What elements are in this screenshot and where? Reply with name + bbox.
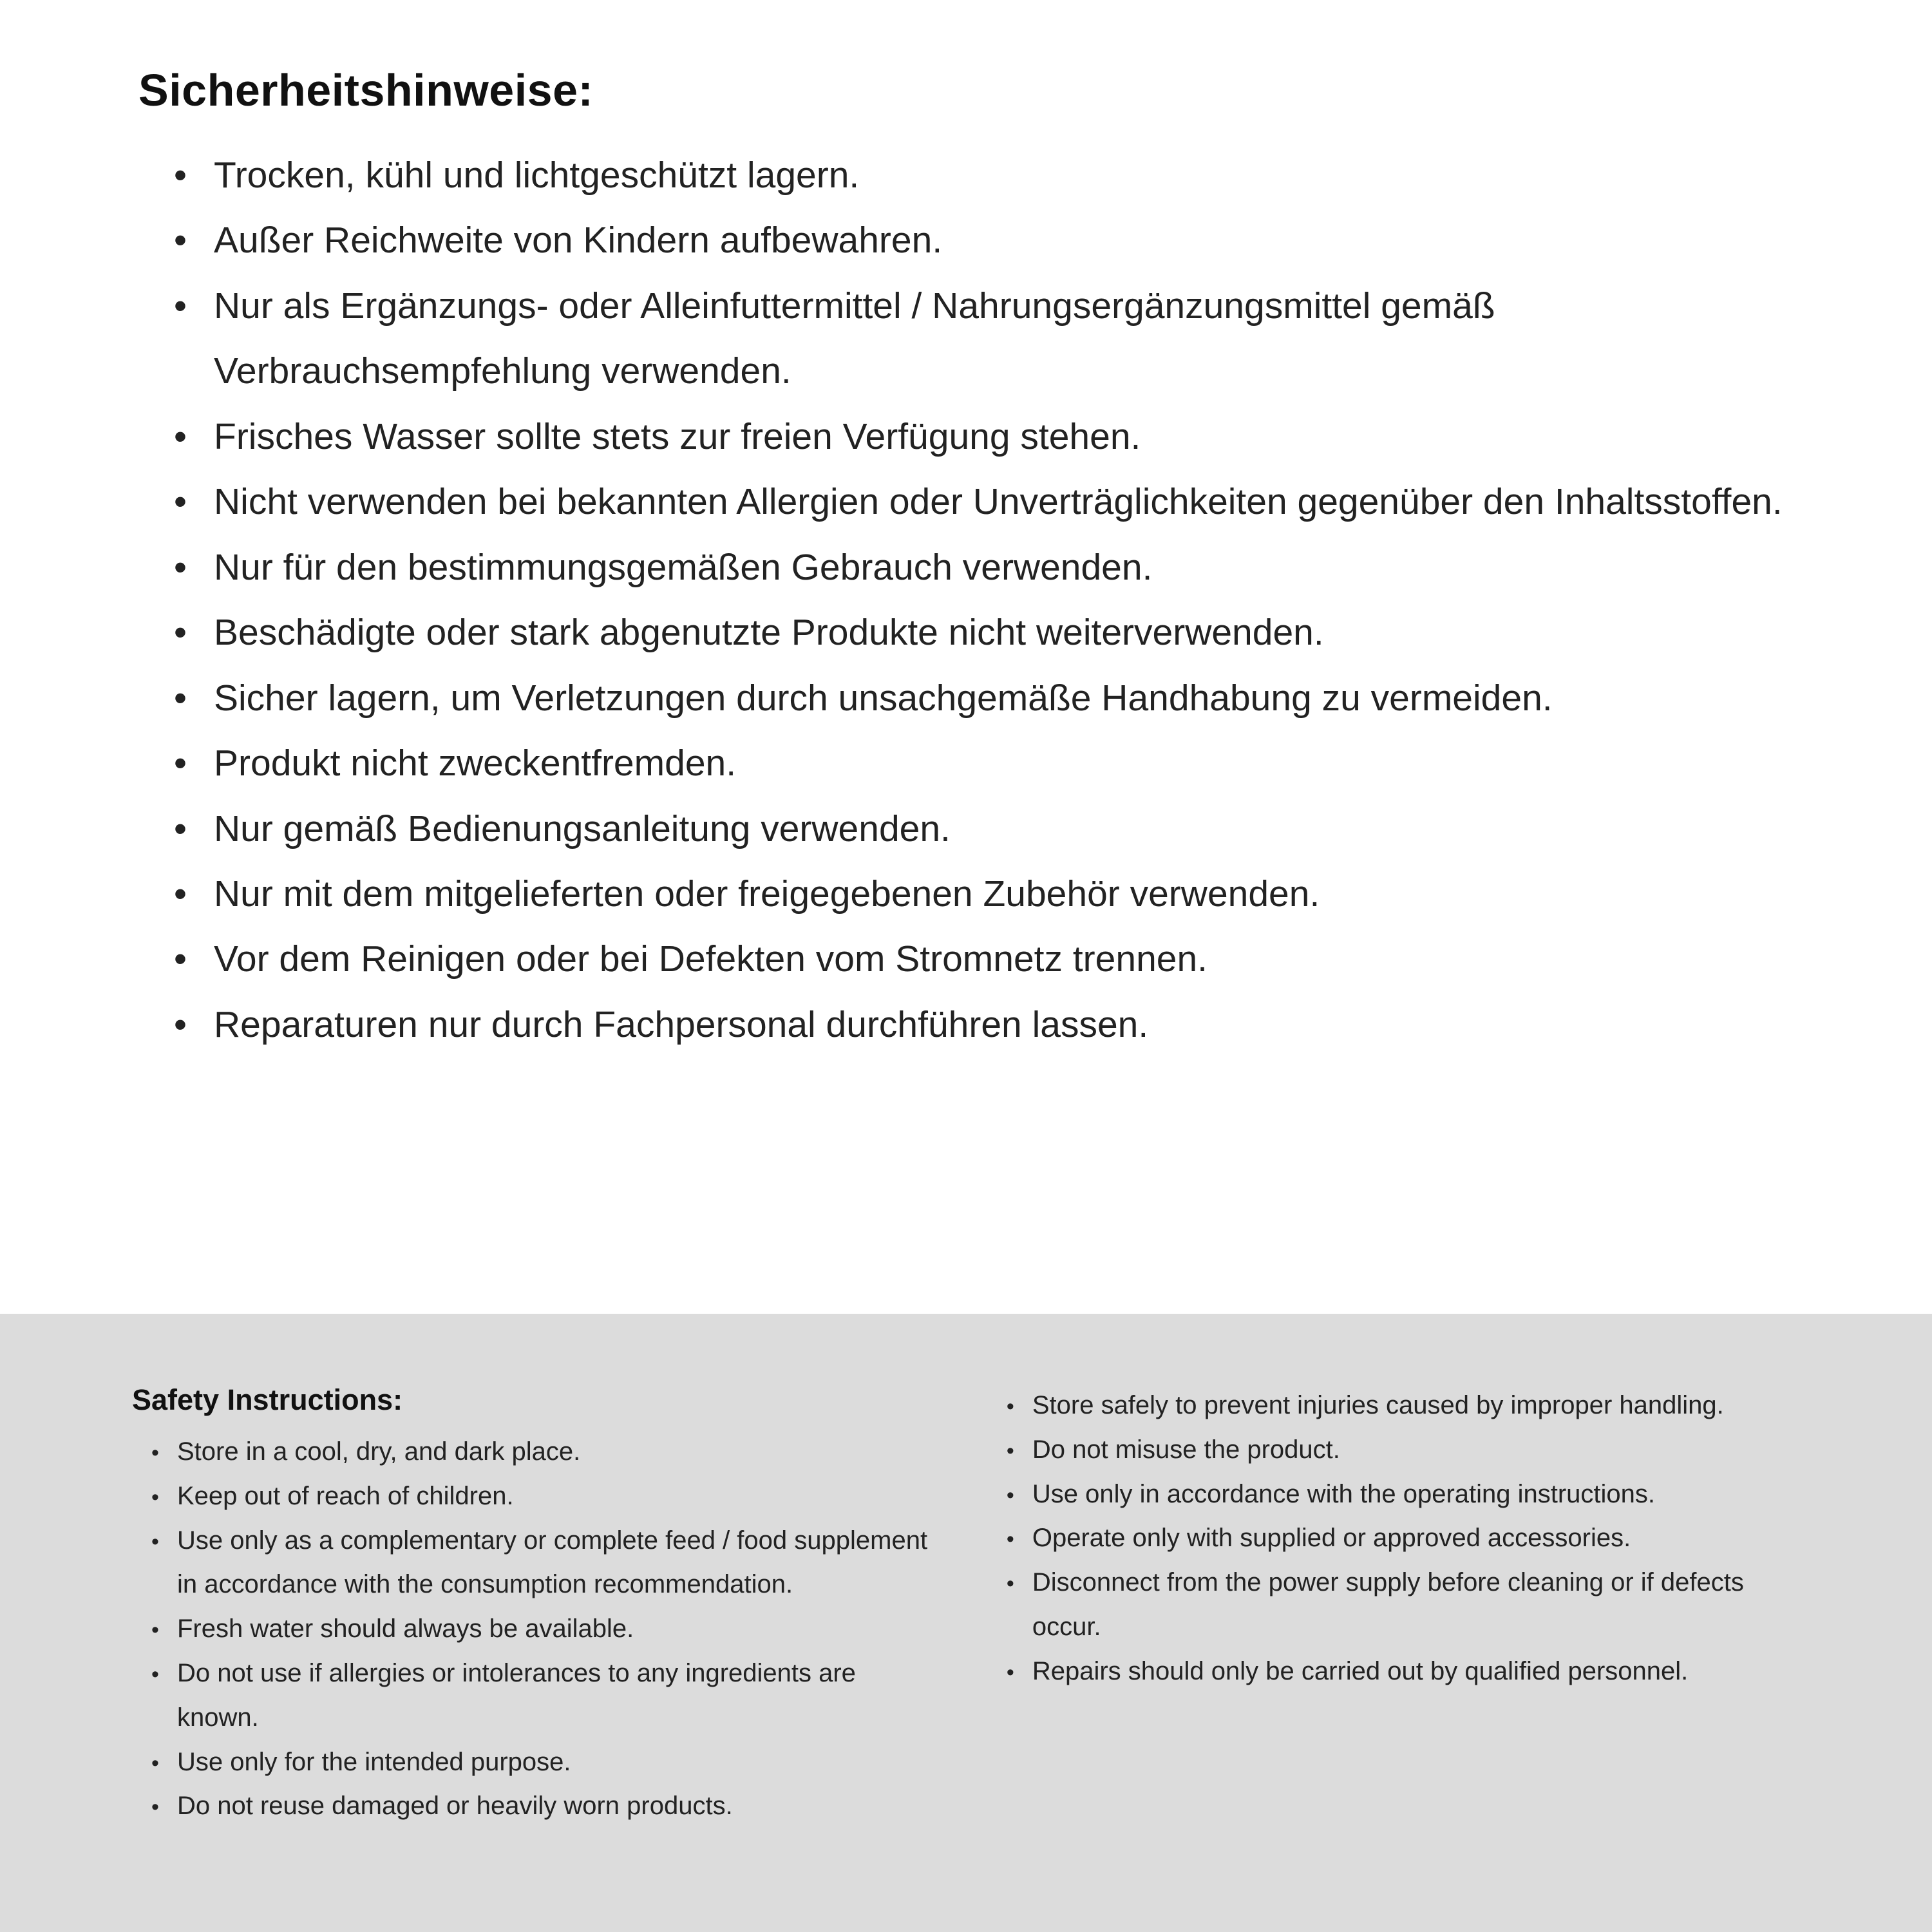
list-item: • Store in a cool, dry, and dark place. [151,1430,936,1474]
list-item: • Disconnect from the power supply before cleaning or if defects occur. [1007,1560,1810,1649]
list-item: • Nur für den bestimmungsgemäßen Gebrauch verwenden. [174,535,1816,600]
english-right-column [1007,1383,1810,1932]
german-section-title: Sicherheitshinweise: [138,65,594,115]
english-section [0,1314,1932,1932]
list-item: • Nur mit dem mitgelieferten oder freigegebenen Zubehör verwenden. [174,862,1816,927]
list-item: • Beschädigte oder stark abgenutzte Produkte nicht weiterverwenden. [174,600,1816,665]
english-left-column [132,1383,936,1932]
list-item: • Nicht verwenden bei bekannten Allergien oder Unverträglichkeiten gegenüber den Inhaltsstoffen. [174,469,1816,535]
list-item: • Nur gemäß Bedienungsanleitung verwenden. [174,797,1816,862]
list-item: • Keep out of reach of children. [151,1474,936,1519]
list-item: • Vor dem Reinigen oder bei Defekten vom Stromnetz trennen. [174,927,1816,992]
list-item: • Use only as a complementary or complete feed / food supplement in accordance with the consumption recommendation. [151,1519,936,1607]
german-instructions-list [174,143,1816,1057]
english-instructions-list-left [151,1430,936,1828]
list-item: • Repairs should only be carried out by qualified personnel. [1007,1649,1810,1694]
list-item: • Do not use if allergies or intolerances to any ingredients are known. [151,1651,936,1740]
list-item: • Frisches Wasser sollte stets zur freien Verfügung stehen. [174,404,1816,469]
list-item: • Use only for the intended purpose. [151,1740,936,1785]
list-item: • Außer Reichweite von Kindern aufbewahren. [174,208,1816,273]
list-item: • Sicher lagern, um Verletzungen durch unsachgemäße Handhabung zu vermeiden. [174,666,1816,731]
list-item: • Store safely to prevent injuries caused by improper handling. [1007,1383,1810,1428]
list-item: • Trocken, kühl und lichtgeschützt lagern. [174,143,1816,208]
english-instructions-list-right [1007,1383,1810,1694]
list-item: • Reparaturen nur durch Fachpersonal durchführen lassen. [174,992,1816,1057]
list-item: • Fresh water should always be available. [151,1607,936,1651]
list-item: • Do not reuse damaged or heavily worn products. [151,1784,936,1828]
list-item: • Produkt nicht zweckentfremden. [174,731,1816,796]
english-section-title: Safety Instructions: [132,1383,403,1416]
list-item: • Use only in accordance with the operating instructions. [1007,1472,1810,1517]
list-item: • Do not misuse the product. [1007,1428,1810,1472]
list-item: • Operate only with supplied or approved accessories. [1007,1516,1810,1560]
list-item: • Nur als Ergänzungs- oder Alleinfuttermittel / Nahrungsergänzungsmittel gemäß Verbrauchsempfehlung verwenden. [174,274,1816,404]
